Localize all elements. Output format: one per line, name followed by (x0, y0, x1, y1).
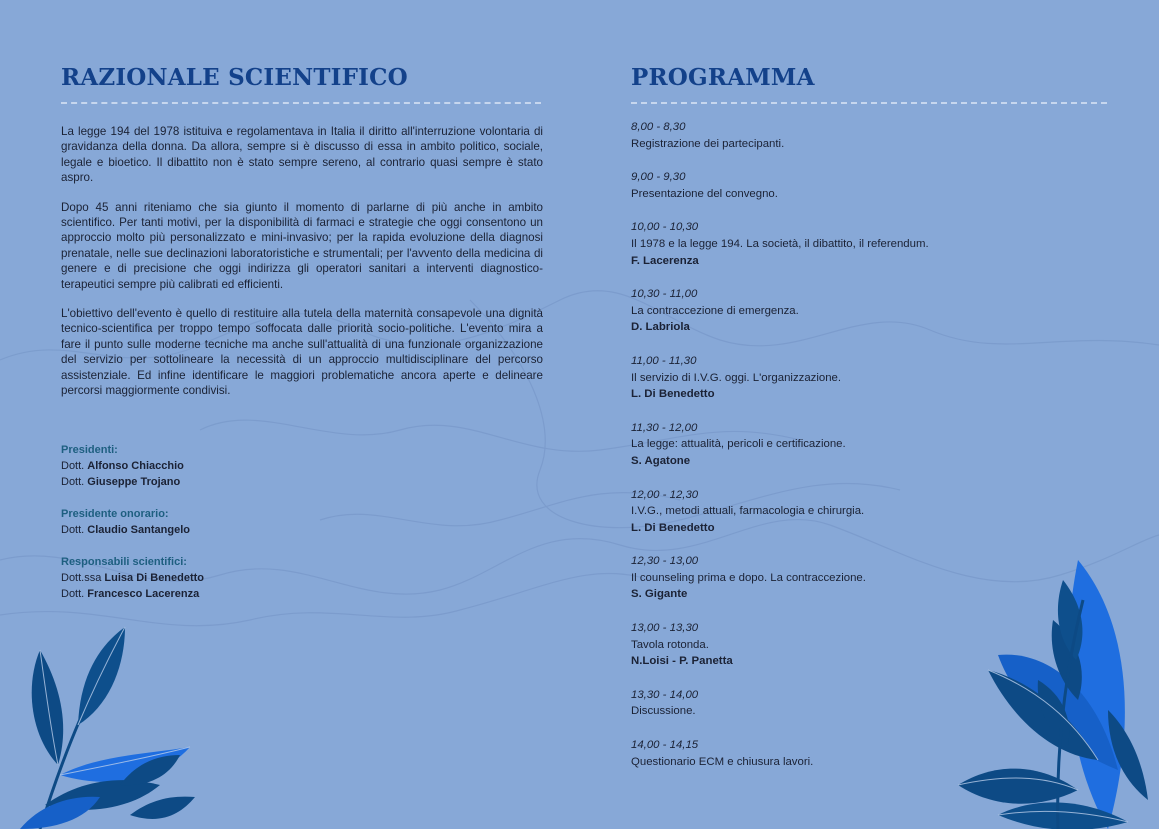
schedule-item (631, 169, 1107, 202)
person-prefix: Dott. (61, 476, 88, 488)
person-entry (61, 570, 361, 586)
person-prefix: Dott. (61, 588, 88, 600)
role-group-presidents (61, 442, 361, 490)
role-group-honorary-president (61, 506, 361, 538)
person-name: Luisa Di Benedetto (104, 572, 205, 584)
slot-time: 13,00 - 13,30 (631, 622, 699, 635)
schedule-item (631, 487, 1107, 537)
rationale-divider (61, 102, 541, 104)
role-title: Presidenti: (61, 444, 118, 456)
person-name: Giuseppe Trojano (87, 476, 181, 488)
slot-time: 11,30 - 12,00 (631, 421, 698, 434)
slot-time: 10,30 - 11,00 (631, 288, 698, 301)
rationale-paragraph: L'obiettivo dell'evento è quello di restituire alla tutela della maternità consapevole una dignità tecnico-scientifica per troppo tempo soffocata dalle priorità socio-politiche. L'evento mira a fare il punto sulle moderne tecniche ma anche sull'attualità di una funzionale organizzazione del servizio per sottolineare la necessità di un approccio multidisciplinare del percorso assistenziale. Ed infine identificare le maggiori problematiche ancora aperte e delineare percorsi maggiormente condivisi. (61, 307, 543, 398)
slot-time: 8,00 - 8,30 (631, 121, 686, 133)
committee-list (61, 442, 361, 618)
slot-time: 11,00 - 11,30 (631, 354, 697, 367)
slot-time: 10,00 - 10,30 (631, 221, 699, 234)
slot-speaker: S. Agatone (631, 454, 691, 467)
slot-title: Il counseling prima e dopo. La contraccezione. (631, 571, 866, 584)
slot-speaker: L. Di Benedetto (631, 521, 715, 534)
schedule-item (631, 286, 1107, 336)
schedule-item (631, 353, 1107, 403)
schedule-item (631, 420, 1107, 470)
person-name: Claudio Santangelo (87, 524, 190, 536)
person-name: Alfonso Chiacchio (87, 460, 184, 472)
rationale-paragraph: Dopo 45 anni riteniamo che sia giunto il momento di parlarne di più anche in ambito scientifico. Per tanti motivi, per la disponibilità di farmaci e strategie che oggi consentono un approccio molto più personalizzato e mini-invasivo; per la rapida evoluzione della diagnosi prenatale, nelle sue declinazioni laboratoristiche e strumentali; per l'avvento della medicina di genere e di precisione che oggi indirizza gli operatori sanitari a interventi diagnostico-terapeutici sempre più calibrati ed efficienti. (61, 200, 543, 291)
person-entry (61, 522, 361, 538)
slot-time: 9,00 - 9,30 (631, 171, 686, 184)
rationale-paragraph: La legge 194 del 1978 istituiva e regolamentava in Italia il diritto all'interruzione volontaria di gravidanza della donna. Da allora, sempre si è discusso di essa in ambito politico, sociale, legale e bioetico. Il dibattito non è stato sempre sereno, al contrario quasi sempre è stato aspro. (61, 125, 543, 185)
schedule-item (631, 119, 1107, 152)
person-prefix: Dott.ssa (61, 572, 105, 584)
slot-time: 12,00 - 12,30 (631, 488, 699, 501)
slot-title: Discussione. (631, 705, 696, 718)
person-name: Francesco Lacerenza (87, 588, 200, 600)
role-group-scientific-leads (61, 554, 361, 602)
slot-title: La contraccezione di emergenza. (631, 304, 799, 317)
person-prefix: Dott. (61, 460, 88, 472)
slot-title: La legge: attualità, pericoli e certificazione. (631, 438, 846, 451)
slot-title: Presentazione del convegno. (631, 187, 778, 200)
slot-title: Tavola rotonda. (631, 638, 709, 651)
person-entry (61, 458, 361, 474)
leaf-branch-icon (0, 615, 200, 829)
role-title: Responsabili scientifici: (61, 556, 187, 568)
slot-time: 12,30 - 13,00 (631, 555, 699, 568)
slot-time: 14,00 - 14,15 (631, 739, 699, 752)
slot-time: 13,30 - 14,00 (631, 688, 699, 701)
leaf-branch-icon (958, 560, 1159, 829)
slot-title: Il 1978 e la legge 194. La società, il dibattito, il referendum. (631, 237, 929, 250)
slot-title: Il servizio di I.V.G. oggi. L'organizzazione. (631, 371, 842, 384)
schedule-item (631, 219, 1107, 269)
slot-speaker: N.Loisi - P. Panetta (631, 655, 733, 668)
program-divider (631, 102, 1107, 104)
slot-speaker: S. Gigante (631, 588, 688, 601)
slot-title: Registrazione dei partecipanti. (631, 137, 785, 150)
rationale-heading: RAZIONALE SCIENTIFICO (61, 64, 408, 91)
slot-title: Questionario ECM e chiusura lavori. (631, 755, 814, 768)
slot-speaker: L. Di Benedetto (631, 388, 715, 401)
slot-speaker: D. Labriola (631, 321, 690, 334)
program-heading: PROGRAMMA (631, 64, 815, 91)
role-title: Presidente onorario: (61, 508, 169, 520)
person-entry (61, 474, 361, 490)
person-prefix: Dott. (61, 524, 88, 536)
slot-title: I.V.G., metodi attuali, farmacologia e chirurgia. (631, 505, 865, 518)
slot-speaker: F. Lacerenza (631, 254, 699, 267)
person-entry (61, 586, 361, 602)
rationale-text (61, 124, 543, 413)
